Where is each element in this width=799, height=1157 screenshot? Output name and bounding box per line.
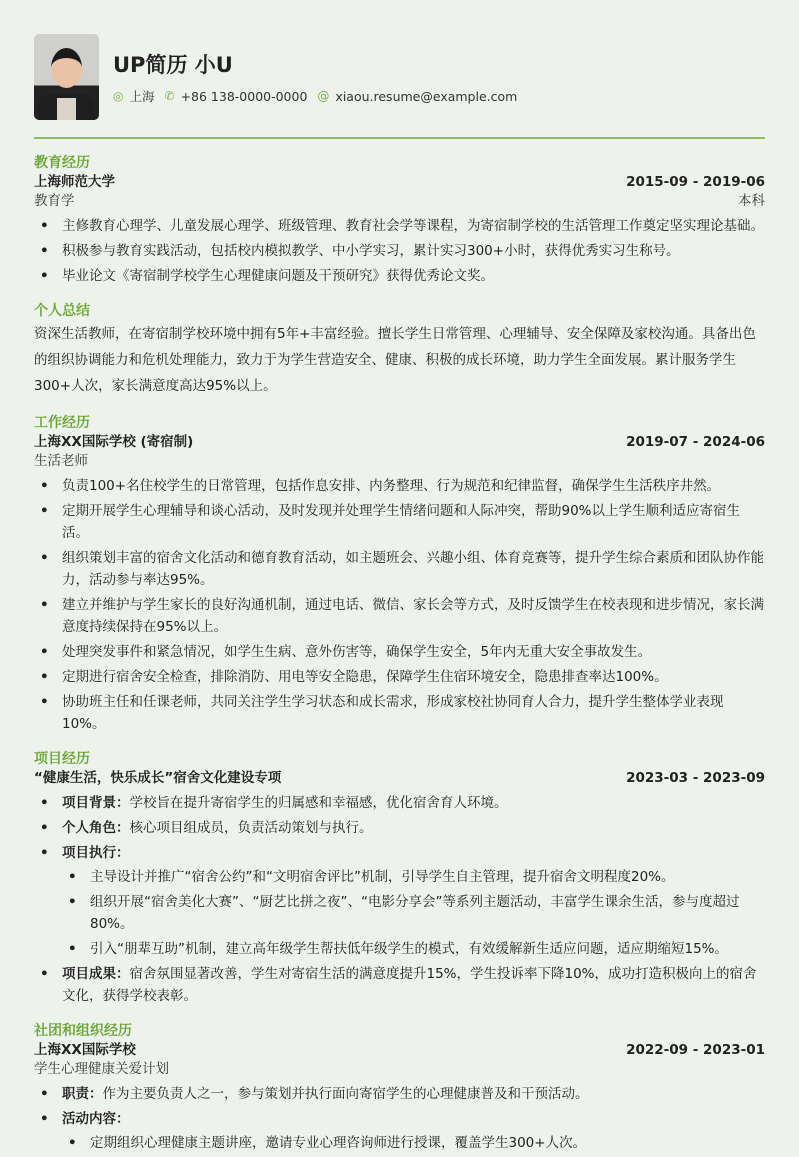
list-item xyxy=(34,1108,765,1154)
divider xyxy=(34,137,765,139)
list-item xyxy=(34,842,765,960)
list-item: • 毕业论文《寄宿制学校学生心理健康问题及干预研究》获得优秀论文奖。 xyxy=(34,265,765,287)
summary-section xyxy=(34,302,765,399)
location-pin-icon: ◎ xyxy=(113,89,124,103)
list-item: • 主导设计并推广“宿舍公约”和“文明宿舍评比”机制，引导学生自主管理，提升宿舍文明程度20%。 xyxy=(62,866,765,888)
date: 2019-07 - 2024-06 xyxy=(626,433,765,450)
section-title: 工作经历 xyxy=(34,414,90,431)
list-item: • 定期开展学生心理辅导和谈心活动，及时发现并处理学生情绪问题和人际冲突，帮助90%以上学生顺利适应寄宿生活。 xyxy=(34,500,765,544)
label: 项目成果： xyxy=(62,965,130,982)
list-item xyxy=(34,792,765,814)
work-section xyxy=(34,414,765,735)
project-section xyxy=(34,750,765,1007)
school: 上海师范大学 xyxy=(34,173,115,190)
list-item: • 负责100+名住校学生的日常管理，包括作息安排、内务整理、行为规范和纪律监督，确保学生生活秩序井然。 xyxy=(34,475,765,497)
resume xyxy=(34,34,765,1157)
name: UP简历 小U xyxy=(113,53,233,77)
avatar xyxy=(34,34,99,120)
organization: 上海XX国际学校 xyxy=(34,1041,136,1058)
list-item: • 协助班主任和任课老师，共同关注学生学习状态和成长需求，形成家校社协同育人合力，提升学生整体学业表现10%。 xyxy=(34,691,765,735)
label: 活动内容： xyxy=(62,1110,130,1127)
label: 个人角色： xyxy=(62,819,130,836)
education-section xyxy=(34,154,765,287)
text: 作为主要负责人之一，参与策划并执行面向寄宿学生的心理健康普及和干预活动。 xyxy=(102,1085,589,1102)
header xyxy=(34,34,765,120)
date: 2015-09 - 2019-06 xyxy=(626,173,765,190)
job-role: 生活老师 xyxy=(34,452,88,469)
phone: +86 138-0000-0000 xyxy=(180,88,308,104)
degree: 本科 xyxy=(738,192,765,209)
list-item: • 建立并维护与学生家长的良好沟通机制，通过电话、微信、家长会等方式，及时反馈学生在校表现和进步情况，家长满意度持续保持在95%以上。 xyxy=(34,594,765,638)
section-title: 社团和组织经历 xyxy=(34,1022,132,1039)
list-item: • 定期进行宿舍安全检查，排除消防、用电等安全隐患，保障学生住宿环境安全，隐患排查率达100%。 xyxy=(34,666,765,688)
label: 项目执行： xyxy=(62,844,130,861)
date: 2022-09 - 2023-01 xyxy=(626,1041,765,1058)
section-title: 个人总结 xyxy=(34,302,90,319)
list-item: • 组织开展“宿舍美化大赛”、“厨艺比拼之夜”、“电影分享会”等系列主题活动，丰富学生课余生活，参与度超过80%。 xyxy=(62,891,765,935)
list-item: • 处理突发事件和紧急情况，如学生生病、意外伤害等，确保学生安全，5年内无重大安全事故发生。 xyxy=(34,641,765,663)
list-item: • 主修教育心理学、儿童发展心理学、班级管理、教育社会学等课程，为寄宿制学校的生活管理工作奠定坚实理论基础。 xyxy=(34,215,765,237)
project-name: “健康生活，快乐成长”宿舍文化建设专项 xyxy=(34,769,282,786)
email[interactable]: xiaou.resume@example.com xyxy=(335,88,518,104)
location: 上海 xyxy=(129,89,155,104)
date: 2023-03 - 2023-09 xyxy=(626,769,765,786)
list-item: • 积极参与教育实践活动，包括校内模拟教学、中小学实习，累计实习300+小时，获得优秀实习生称号。 xyxy=(34,240,765,262)
list-item: • 组织策划丰富的宿舍文化活动和德育教育活动，如主题班会、兴趣小组、体育竞赛等，提升学生综合素质和团队协作能力，活动参与率达95%。 xyxy=(34,547,765,591)
email-icon: @ xyxy=(317,89,330,103)
list-item: • 定期组织心理健康主题讲座，邀请专业心理咨询师进行授课，覆盖学生300+人次。 xyxy=(62,1132,765,1154)
label: 职责： xyxy=(62,1085,103,1102)
summary-text: 资深生活教师，在寄宿制学校环境中拥有5年+丰富经验。擅长学生日常管理、心理辅导、安全保障及家校沟通。具备出色的组织协调能力和危机处理能力，致力于为学生营造安全、健康、积极的成长环境，助力学生全面发展。累计服务学生300+人次，家长满意度高达95%以上。 xyxy=(34,325,756,394)
list-item xyxy=(34,963,765,1007)
phone-icon: ✆ xyxy=(164,89,175,103)
text: 学校旨在提升寄宿学生的归属感和幸福感，优化宿舍育人环境。 xyxy=(129,794,508,811)
section-title: 教育经历 xyxy=(34,154,90,171)
list-item xyxy=(34,817,765,839)
section-title: 项目经历 xyxy=(34,750,90,767)
major: 教育学 xyxy=(34,192,75,209)
program-name: 学生心理健康关爱计划 xyxy=(34,1060,169,1077)
text: 宿舍氛围显著改善，学生对寄宿生活的满意度提升15%，学生投诉率下降10%，成功打造积极向上的宿舍文化，获得学校表彰。 xyxy=(62,965,757,1004)
list-item xyxy=(34,1083,765,1105)
label: 项目背景： xyxy=(62,794,130,811)
text: 核心项目组成员，负责活动策划与执行。 xyxy=(129,819,373,836)
list-item: • 引入“朋辈互助”机制，建立高年级学生帮扶低年级学生的模式，有效缓解新生适应问题，适应期缩短15%。 xyxy=(62,938,765,960)
company: 上海XX国际学校 (寄宿制) xyxy=(34,433,194,450)
club-section xyxy=(34,1022,765,1154)
